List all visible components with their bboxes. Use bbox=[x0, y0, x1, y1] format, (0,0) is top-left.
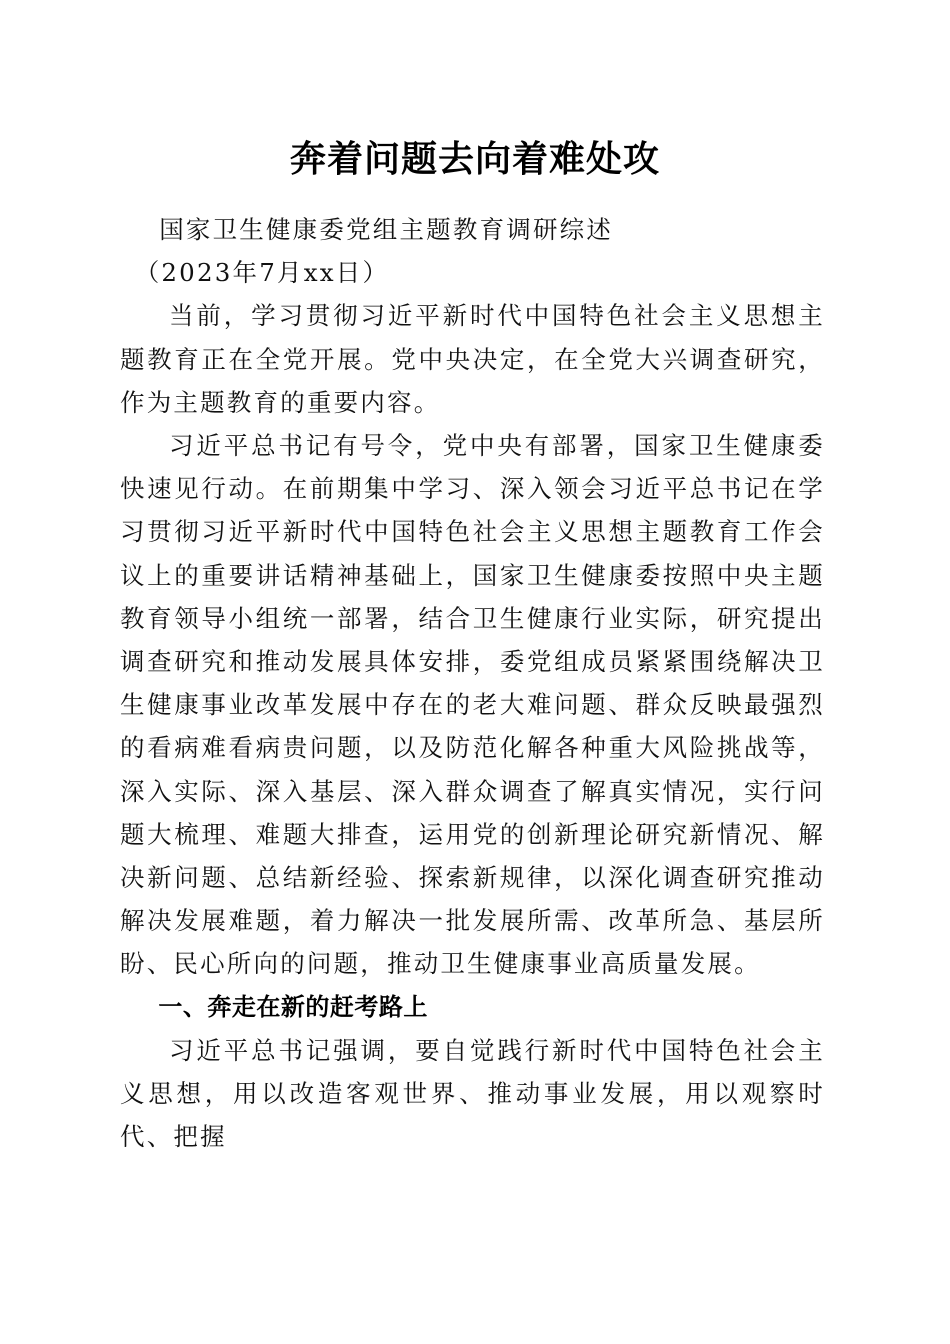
document-subtitle: 国家卫生健康委党组主题教育调研综述 bbox=[159, 215, 614, 244]
body-paragraph: 习近平总书记有号令，党中央有部署，国家卫生健康委快速见行动。在前期集中学习、深入领会习近平总书记在学习贯彻习近平新时代中国特色社会主义思想主题教育工作会议上的重要讲话精神基础上，国家卫生健康委按照中央主题教育领导小组统一部署，结合卫生健康行业实际，研究提出调查研究和推动发展具体安排，委党组成员紧紧围绕解决卫生健康事业改革发展中存在的老大难问题、群众反映最强烈的看病难看病贵问题，以及防范化解各种重大风险挑战等，深入实际、深入基层、深入群众调查了解真实情况，实行问题大梳理、难题大排查，运用党的创新理论研究新情况、解决新问题、总结新经验、探索新规律，以深化调查研究推动解决发展难题，着力解决一批发展所需、改革所急、基层所盼、民心所向的问题，推动卫生健康事业高质量发展。 bbox=[120, 431, 825, 979]
document-body bbox=[120, 208, 825, 1158]
intro-paragraph: 当前，学习贯彻习近平新时代中国特色社会主义思想主题教育正在全党开展。党中央决定，在全党大兴调查研究，作为主题教育的重要内容。 bbox=[120, 301, 825, 417]
section-paragraph: 习近平总书记强调，要自觉践行新时代中国特色社会主义思想，用以改造客观世界、推动事业发展，用以观察时代、把握 bbox=[120, 1035, 825, 1152]
document-title: 奔着问题去向着难处攻 bbox=[289, 138, 660, 180]
section-heading: 一、奔走在新的赶考路上 bbox=[158, 992, 428, 1021]
document-date: （2023年7月xx日） bbox=[134, 258, 390, 288]
